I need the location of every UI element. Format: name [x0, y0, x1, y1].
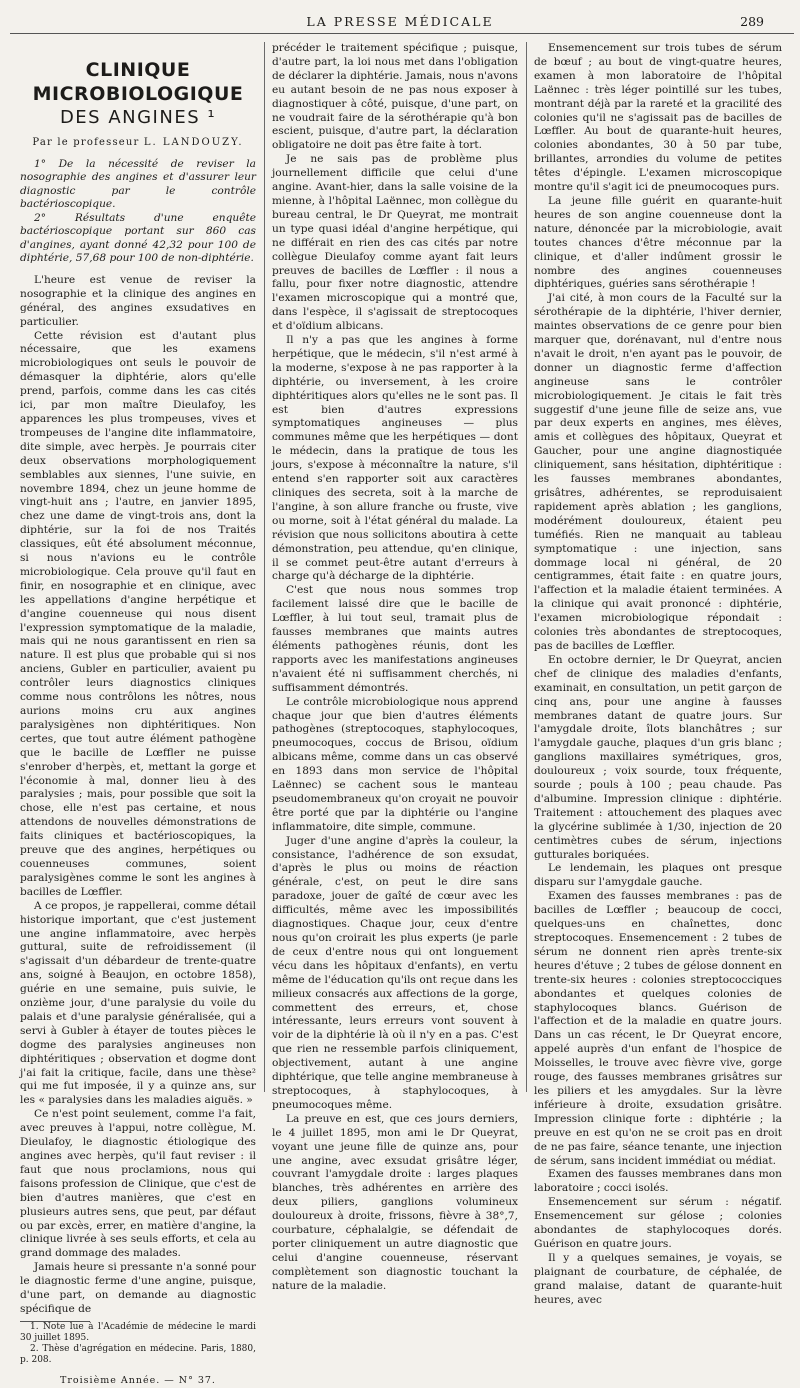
- paragraph: Ensemencement sur sérum : négatif. Ensemencement sur gélose ; colonies abondantes de staphylocoques dorés. Guérison en quatre jours.: [534, 1196, 782, 1250]
- paragraph: Je ne sais pas de problème plus journellement difficile que celui d'une angine. Avant-hier, dans la salle voisine de la mienne, à l'hôpital Laënnec, mon collègue du bureau central, le Dr Queyrat, me montrait un type quasi idéal d'angine herpétique, qui ne différait en rien des cas cités par notre collègue Dieulafoy comme ayant fait leurs preuves de bacilles de Lœffler : il nous a fallu, pour fixer notre diagnostic, attendre l'examen microscopique qui a montré que, dans l'espèce, il s'agissait de streptocoques et d'oïdium albicans.: [272, 153, 518, 333]
- page-number: 289: [740, 14, 764, 29]
- column-2: [272, 42, 518, 1292]
- issue-footer: Troisième Année. — N° 37.: [60, 1374, 216, 1386]
- paragraph: Ce n'est point seulement, comme l'a fait, avec preuves à l'appui, notre collègue, M. Dieulafoy, le diagnostic étiologique des angines avec herpès, qu'il faut reviser : il faut que nous proclamions, nous qui faisons profession de Clinique, que c'est de bien d'autres manières, que c'est en plusieurs autres sens, que peut, par défaut ou par excès, errer, en matière d'angine, la clinique livrée à ses seuls efforts, et cela au grand dommage des malades.: [20, 1108, 256, 1260]
- author-name: L. LANDOUZY.: [143, 137, 244, 148]
- footnote: 2. Thèse d'agrégation en médecine. Paris, 1880, p. 208.: [20, 1343, 256, 1365]
- column-rule-2: [526, 42, 527, 1092]
- paragraph: C'est que nous nous sommes trop facilement laissé dire que le bacille de Lœffler, à lui tout seul, tramait plus de fausses membranes que maints autres éléments pathogènes réunis, dont les rapports avec les manifestations angineuses n'avaient été ni suffisamment cherchés, ni suffisamment démontrés.: [272, 584, 518, 694]
- paragraph: J'ai cité, à mon cours de la Faculté sur la sérothérapie de la diphtérie, l'hiver dernier, maintes observations de ce genre pour bien marquer que, dorénavant, nul d'entre nous n'avait le droit, n'en ayant pas le pouvoir, de donner un diagnostic ferme d'affection angineuse sans le contrôler microbiologiquement. Je citais le fait très suggestif d'une jeune fille de seize ans, vue par deux experts en angines, mes élèves, amis et collègues des hôpitaux, Queyrat et Gaucher, pour une angine diagnostiquée cliniquement, sans hésitation, diphtéritique : les fausses membranes abondantes, grisâtres, adhérentes, se reproduisaient rapidement après ablation ; les ganglions, modérément douloureux, étaient peu tuméfiés. Rien ne manquait au tableau symptomatique : une injection, sans dommage local ni général, de 20 centigrammes, était faite : en quatre jours, l'affection et la maladie étaient terminées. A la clinique qui avait prononcé : diphtérie, l'examen microbiologique répondait : colonies très abondantes de streptocoques, pas de bacilles de Lœffler.: [534, 292, 782, 652]
- article-title: CLINIQUE MICROBIOLOGIQUE: [32, 59, 244, 105]
- summary-item: 1° De la nécessité de reviser la nosographie des angines et d'assurer leur diagnostic par le contrôle bactérioscopique.: [20, 157, 256, 211]
- paragraph: En octobre dernier, le Dr Queyrat, ancien chef de clinique des maladies d'enfants, examinait, en consultation, un petit garçon de cinq ans, pour une angine à fausses membranes datant de quatre jours. Sur l'amygdale droite, îlots blanchâtres ; sur l'amygdale gauche, plaques d'un gris blanc ; ganglions maxillaires symétriques, gros, douloureux ; voix sourde, toux fréquente, sourde ; pouls à 100 ; peau chaude. Pas d'albumine. Impression clinique : diphtérie. Traitement : attouchement des plaques avec la glycérine sublimée à 1/30, injection de 20 centimètres cubes de sérum, injections gutturales boriquées.: [534, 653, 782, 861]
- article-summary: [20, 158, 256, 266]
- footnotes: [20, 1322, 256, 1366]
- header-rule: [10, 33, 794, 34]
- column-3: [534, 42, 782, 1306]
- paragraph: Examen des fausses membranes : pas de bacilles de Lœffler ; beaucoup de cocci, quelques-uns en chaînettes, donc streptocoques. Ensemencement : 2 tubes de sérum ne donnent rien après trente-six heures d'étuve ; 2 tubes de gélose donnent en trente-six heures : colonies streptococciques abondantes et quelques colonies de staphylocoques blancs. Guérison de l'affection et de la maladie en quatre jours. Dans un cas récent, le Dr Queyrat encore, appelé auprès d'un enfant de l'hospice de Moisselles, le trouve avec fièvre vive, gorge rouge, des fausses membranes grisâtres sur les piliers et les amygdales. Sur la lèvre inférieure à droite, exsudation grisâtre. Impression clinique forte : diphtérie ; la preuve en est qu'on ne se croit pas en droit de ne pas faire, séance tenante, une injection de sérum, sans incident immédiat ou médiat.: [534, 890, 782, 1167]
- paragraph: Jamais heure si pressante n'a sonné pour le diagnostic ferme d'une angine, puisque, d'une part, on demande au diagnostic spécifique de: [20, 1261, 256, 1315]
- author-prefix: Par le professeur: [32, 137, 140, 148]
- paragraph: Cette révision est d'autant plus nécessaire, que les examens microbiologiques ont seuls le pouvoir de démasquer la diphtérie, alors qu'elle prend, parfois, comme dans les cas cités ici, par mon maître Dieulafoy, les apparences les plus trompeuses, vives et trompeuses de l'angine dite inflammatoire, dite simple, avec herpès. Je pourrais citer deux observations morphologiquement semblables aux siennes, l'une suivie, en novembre 1894, chez un jeune homme de vingt-huit ans ; l'autre, en janvier 1895, chez une dame de vingt-trois ans, dont la diphtérie, sur la foi de nos Traités classiques, eût été absolument méconnue, si nous n'avions eu le contrôle microbiologique. Cela prouve qu'il faut en finir, en nosographie et en clinique, avec les appellations d'angine herpétique et d'angine couenneuse qui nous disent l'expression symptomatique de la maladie, mais qui ne nous garantissent en rien sa nature. Il est plus que probable qui si nos anciens, Gubler en particulier, avaient pu contrôler leurs diagnostics cliniques comme nous contrôlons les nôtres, nous aurions moins cru aux angines paralysigènes non diphtéritiques. Non certes, que tout autre élément pathogène que le bacille de Lœffler ne puisse s'enrober d'herpès, et, mettant la gorge et l'économie à mal, donner lieu à des paralysies ; mais, pour possible que soit la chose, elle n'est pas certaine, et nous attendons de nouvelles démonstrations de faits cliniques et bactérioscopiques, la preuve que des angines, herpétiques ou couenneuses communes, soient paralysigènes comme le sont les angines à bacilles de Lœffler.: [20, 329, 256, 898]
- column-rule-1: [264, 42, 265, 1092]
- footnote: 1. Note lue à l'Académie de médecine le mardi 30 juillet 1895.: [20, 1321, 256, 1343]
- article-author: [20, 136, 256, 150]
- paragraph: A ce propos, je rappellerai, comme détail historique important, que c'est justement une angine inflammatoire, avec herpès guttural, suite de refroidissement (il s'agissait d'un débardeur de trente-quatre ans, soigné à Beaujon, en octobre 1858), guérie en une semaine, puis suivie, le onzième jour, d'une paralysie du voile du palais et d'une paralysie généralisée, qui a servi à Gubler à étayer de toutes pièces le dogme des paralysies angineuses non diphtéritiques ; observation et dogme dont j'ai fait la critique, facile, dans une thèse² qui me fut imposée, il y a quinze ans, sur les « paralysies dans les maladies aiguës. »: [20, 899, 256, 1107]
- paragraph: La preuve en est, que ces jours derniers, le 4 juillet 1895, mon ami le Dr Queyrat, voyant une jeune fille de quinze ans, pour une angine, avec exsudat grisâtre léger, couvrant l'amygdale droite : larges plaques blanches, très adhérentes en arrière des deux piliers, ganglions volumineux douloureux à droite, frissons, fièvre à 38°,7, courbature, céphalalgie, se défendait de porter cliniquement un autre diagnostic que celui d'angine couenneuse, réservant complètement son diagnostic touchant la nature de la maladie.: [272, 1112, 518, 1292]
- running-head: [0, 14, 800, 32]
- summary-item: 2° Résultats d'une enquête bactérioscopique portant sur 860 cas d'angines, ayant donné 42,32 pour 100 de diphtérie, 57,68 pour 100 de non-diphtérie.: [20, 211, 256, 265]
- paragraph: Ensemencement sur trois tubes de sérum de bœuf ; au bout de vingt-quatre heures, examen à mon laboratoire de l'hôpital Laënnec : très léger pointillé sur les tubes, montrant déjà par la rareté et la gracilité des colonies qu'il ne s'agissait pas de bacilles de Lœffler. Au bout de quarante-huit heures, colonies abondantes, 30 à 50 par tube, brillantes, arrondies du volume de petites têtes d'épingle. L'examen microscopique montre qu'il s'agit ici de pneumocoques purs.: [534, 42, 782, 194]
- column-1: [20, 42, 256, 1386]
- paragraph: L'heure est venue de reviser la nosographie et la clinique des angines en général, des angines exsudatives en particulier.: [20, 273, 256, 328]
- paragraph: Le contrôle microbiologique nous apprend chaque jour que bien d'autres éléments pathogènes (streptocoques, staphylocoques, pneumocoques, coccus de Brisou, oïdium albicans même, comme dans un cas observé en 1893 dans mon service de l'hôpital Laënnec) se cachent sous le manteau pseudomembraneux qu'on croyait ne pouvoir être porté que par la diphtérie ou l'angine inflammatoire, dite simple, commune.: [272, 695, 518, 833]
- article-subtitle: DES ANGINES ¹: [59, 107, 217, 128]
- paragraph: Le lendemain, les plaques ont presque disparu sur l'amygdale gauche.: [534, 862, 782, 889]
- paragraph: Il y a quelques semaines, je voyais, se plaignant de courbature, de céphalée, de grand malaise, datant de quarante-huit heures, avec: [534, 1251, 782, 1306]
- paragraph: Il n'y a pas que les angines à forme herpétique, que le médecin, s'il n'est armé à la moderne, s'expose à ne pas rapporter à la diphtérie, ou inversement, à les croire diphtéritiques alors qu'elles ne le sont pas. Il est bien d'autres expressions symptomatiques angineuses — plus communes même que les herpétiques — dont le médecin, dans la pratique de tous les jours, s'expose à méconnaître la nature, s'il entend s'en rapporter soit aux caractères cliniques des secreta, soit à la marche de l'angine, à son allure franche ou fruste, vive ou morne, soit à l'état général du malade. La révision que nous sollicitons aboutira à cette démonstration, peu attendue, qu'en clinique, il se commet peut-être autant d'erreurs à charge qu'à décharge de la diphtérie.: [272, 334, 518, 583]
- journal-title: LA PRESSE MÉDICALE: [306, 14, 494, 29]
- paragraph: Examen des fausses membranes dans mon laboratoire ; cocci isolés.: [534, 1168, 782, 1195]
- paragraph: Juger d'une angine d'après la couleur, la consistance, l'adhérence de son exsudat, d'après le plus ou moins de réaction générale, c'est, on peut le dire sans paradoxe, jouer de gaîté de cœur avec les difficultés, même avec les impossibilités diagnostiques. Chaque jour, ceux d'entre nous qu'on croirait les plus experts (je parle de ceux d'entre nous qui ont longuement vécu dans les hôpitaux d'enfants), en vertu même de l'éducation qu'ils ont reçue dans les milieux consacrés aux affections de la gorge, commettent des erreurs, et, chose intéressante, leurs erreurs vont souvent à voir de la diphtérie là où il n'y en a pas. C'est que rien ne ressemble parfois cliniquement, objectivement, autant à une angine diphtérique, que telle angine membraneuse à streptocoques, à staphylocoques, à pneumocoques même.: [272, 834, 518, 1111]
- paragraph: La jeune fille guérit en quarante-huit heures de son angine couenneuse dont la nature, dénoncée par la microbiologie, avait toutes chances d'être méconnue par la clinique, et d'aller indûment grossir le nombre des angines couenneuses diphtériques, guéries sans sérothérapie !: [534, 194, 782, 291]
- paragraph: précéder le traitement spécifique ; puisque, d'autre part, la loi nous met dans l'obligation de déclarer la diphtérie. Jamais, nous n'avons eu autant besoin de ne pas nous exposer à diagnostiquer à côté, puisque, d'une part, on ne voudrait faire de la sérothérapie qu'à bon escient, puisque, d'autre part, la déclaration obligatoire ne doit pas être faite à tort.: [272, 42, 518, 152]
